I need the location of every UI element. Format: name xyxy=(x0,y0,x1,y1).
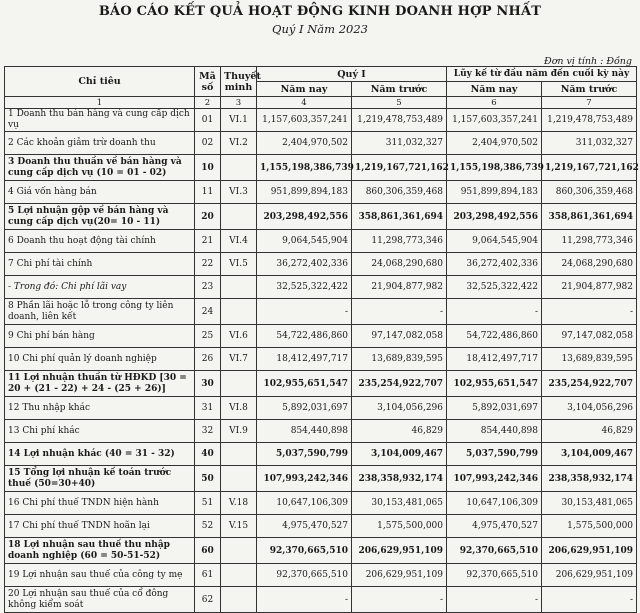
row-code: 20 xyxy=(195,204,221,230)
col-index-4: 4 xyxy=(257,97,352,109)
row-quarter-this-year: 18,412,497,717 xyxy=(257,348,352,371)
row-quarter-this-year: - xyxy=(257,587,352,613)
row-label: 9 Chi phí bán hàng xyxy=(5,325,195,348)
row-quarter-this-year: 10,647,106,309 xyxy=(257,492,352,515)
row-quarter-this-year: 5,892,031,697 xyxy=(257,397,352,420)
row-quarter-last-year: 1,219,167,721,162 xyxy=(352,155,447,181)
row-ytd-last-year: 860,306,359,468 xyxy=(542,181,637,204)
row-note: VI.8 xyxy=(221,397,257,420)
row-quarter-last-year: 11,298,773,346 xyxy=(352,230,447,253)
row-ytd-this-year: 10,647,106,309 xyxy=(447,492,542,515)
row-note: VI.4 xyxy=(221,230,257,253)
row-label: 4 Giá vốn hàng bán xyxy=(5,181,195,204)
row-quarter-last-year: 30,153,481,065 xyxy=(352,492,447,515)
row-label: 16 Chi phí thuế TNDN hiện hành xyxy=(5,492,195,515)
table-row xyxy=(5,397,637,420)
row-quarter-this-year: 1,155,198,386,739 xyxy=(257,155,352,181)
row-code: 40 xyxy=(195,443,221,466)
income-statement-table xyxy=(4,66,637,613)
row-ytd-this-year: 951,899,894,183 xyxy=(447,181,542,204)
row-ytd-this-year: 1,157,603,357,241 xyxy=(447,109,542,132)
report-period: Quý I Năm 2023 xyxy=(272,22,368,36)
row-code: 11 xyxy=(195,181,221,204)
table-row xyxy=(5,443,637,466)
row-ytd-last-year: 206,629,951,109 xyxy=(542,564,637,587)
row-quarter-last-year: 311,032,327 xyxy=(352,132,447,155)
row-code: 24 xyxy=(195,299,221,325)
row-label: 17 Chi phí thuế TNDN hoãn lại xyxy=(5,515,195,538)
row-ytd-last-year: 97,147,082,058 xyxy=(542,325,637,348)
row-note xyxy=(221,204,257,230)
row-code: 10 xyxy=(195,155,221,181)
row-note xyxy=(221,276,257,299)
table-row xyxy=(5,299,637,325)
row-ytd-last-year: 11,298,773,346 xyxy=(542,230,637,253)
row-code: 22 xyxy=(195,253,221,276)
row-quarter-last-year: 206,629,951,109 xyxy=(352,564,447,587)
row-quarter-this-year: 32,525,322,422 xyxy=(257,276,352,299)
row-quarter-last-year: 206,629,951,109 xyxy=(352,538,447,564)
row-ytd-last-year: 46,829 xyxy=(542,420,637,443)
row-code: 50 xyxy=(195,466,221,492)
row-quarter-this-year: 203,298,492,556 xyxy=(257,204,352,230)
row-quarter-last-year: 3,104,009,467 xyxy=(352,443,447,466)
row-note xyxy=(221,538,257,564)
row-ytd-this-year: 203,298,492,556 xyxy=(447,204,542,230)
row-quarter-last-year: 97,147,082,058 xyxy=(352,325,447,348)
row-note: VI.9 xyxy=(221,420,257,443)
table-row xyxy=(5,325,637,348)
row-quarter-this-year: 951,899,894,183 xyxy=(257,181,352,204)
row-ytd-last-year: 3,104,056,296 xyxy=(542,397,637,420)
table-row xyxy=(5,155,637,181)
row-code: 52 xyxy=(195,515,221,538)
row-note: VI.7 xyxy=(221,348,257,371)
row-code: 61 xyxy=(195,564,221,587)
row-ytd-this-year: - xyxy=(447,299,542,325)
header-indicator: Chỉ tiêu xyxy=(5,67,195,97)
row-ytd-last-year: 206,629,951,109 xyxy=(542,538,637,564)
row-label: 11 Lợi nhuận thuần từ HĐKD [30 = 20 + (21 - 22) + 24 - (25 + 26)] xyxy=(5,371,195,397)
table-row xyxy=(5,564,637,587)
row-ytd-this-year: - xyxy=(447,587,542,613)
row-note xyxy=(221,155,257,181)
table-row xyxy=(5,181,637,204)
col-index-6: 6 xyxy=(447,97,542,109)
row-quarter-last-year: 24,068,290,680 xyxy=(352,253,447,276)
row-label: 6 Doanh thu hoạt động tài chính xyxy=(5,230,195,253)
row-quarter-last-year: 21,904,877,982 xyxy=(352,276,447,299)
table-row xyxy=(5,253,637,276)
row-note xyxy=(221,371,257,397)
row-quarter-this-year: 107,993,242,346 xyxy=(257,466,352,492)
row-note xyxy=(221,564,257,587)
row-label: 15 Tổng lợi nhuận kế toán trước thuế (50=30+40) xyxy=(5,466,195,492)
row-ytd-last-year: 311,032,327 xyxy=(542,132,637,155)
header-q-last-year: Năm trước xyxy=(352,82,447,97)
row-ytd-this-year: 4,975,470,527 xyxy=(447,515,542,538)
row-ytd-last-year: 3,104,009,467 xyxy=(542,443,637,466)
row-ytd-last-year: 24,068,290,680 xyxy=(542,253,637,276)
table-row xyxy=(5,492,637,515)
row-quarter-last-year: - xyxy=(352,299,447,325)
row-code: 60 xyxy=(195,538,221,564)
row-ytd-this-year: 92,370,665,510 xyxy=(447,564,542,587)
row-note: VI.6 xyxy=(221,325,257,348)
row-ytd-last-year: 1,219,167,721,162 xyxy=(542,155,637,181)
header-quarter: Quý I xyxy=(257,67,447,82)
col-index-7: 7 xyxy=(542,97,637,109)
col-index-5: 5 xyxy=(352,97,447,109)
row-ytd-this-year: 5,037,590,799 xyxy=(447,443,542,466)
row-quarter-this-year: 1,157,603,357,241 xyxy=(257,109,352,132)
row-label: 10 Chi phí quản lý doanh nghiệp xyxy=(5,348,195,371)
col-index-1: 1 xyxy=(5,97,195,109)
table-row xyxy=(5,587,637,613)
row-ytd-last-year: 21,904,877,982 xyxy=(542,276,637,299)
row-note: V.18 xyxy=(221,492,257,515)
col-index-2: 2 xyxy=(195,97,221,109)
row-ytd-this-year: 18,412,497,717 xyxy=(447,348,542,371)
currency-unit: Đơn vị tính : Đồng xyxy=(544,56,632,67)
header-ytd-last-year: Năm trước xyxy=(542,82,637,97)
row-code: 62 xyxy=(195,587,221,613)
row-code: 32 xyxy=(195,420,221,443)
row-quarter-this-year: 54,722,486,860 xyxy=(257,325,352,348)
row-ytd-this-year: 107,993,242,346 xyxy=(447,466,542,492)
row-note xyxy=(221,443,257,466)
row-ytd-last-year: 358,861,361,694 xyxy=(542,204,637,230)
row-ytd-this-year: 54,722,486,860 xyxy=(447,325,542,348)
row-ytd-last-year: 235,254,922,707 xyxy=(542,371,637,397)
row-quarter-this-year: 2,404,970,502 xyxy=(257,132,352,155)
row-note: VI.1 xyxy=(221,109,257,132)
row-ytd-last-year: 30,153,481,065 xyxy=(542,492,637,515)
row-label: 5 Lợi nhuận gộp về bán hàng và cung cấp dịch vụ(20= 10 - 11) xyxy=(5,204,195,230)
row-ytd-this-year: 9,064,545,904 xyxy=(447,230,542,253)
row-ytd-this-year: 854,440,898 xyxy=(447,420,542,443)
header-ytd: Lũy kế từ đầu năm đến cuối kỳ này xyxy=(447,67,637,82)
row-note xyxy=(221,299,257,325)
header-q-this-year: Năm nay xyxy=(257,82,352,97)
header-note: Thuyết minh xyxy=(221,67,257,97)
row-ytd-last-year: - xyxy=(542,299,637,325)
row-code: 21 xyxy=(195,230,221,253)
row-quarter-this-year: 92,370,665,510 xyxy=(257,538,352,564)
report-title: BÁO CÁO KẾT QUẢ HOẠT ĐỘNG KINH DOANH HỢP NHẤT xyxy=(98,4,542,19)
row-label: 7 Chi phí tài chính xyxy=(5,253,195,276)
row-ytd-this-year: 36,272,402,336 xyxy=(447,253,542,276)
table-row xyxy=(5,276,637,299)
row-quarter-this-year: 5,037,590,799 xyxy=(257,443,352,466)
row-code: 30 xyxy=(195,371,221,397)
row-quarter-this-year: 854,440,898 xyxy=(257,420,352,443)
row-ytd-last-year: 238,358,932,174 xyxy=(542,466,637,492)
row-quarter-this-year: 102,955,651,547 xyxy=(257,371,352,397)
row-quarter-last-year: 238,358,932,174 xyxy=(352,466,447,492)
row-note: VI.2 xyxy=(221,132,257,155)
header-row-1 xyxy=(5,67,637,82)
row-ytd-last-year: - xyxy=(542,587,637,613)
table-row xyxy=(5,204,637,230)
row-label: 8 Phần lãi hoặc lỗ trong công ty liên doanh, liên kết xyxy=(5,299,195,325)
row-ytd-this-year: 2,404,970,502 xyxy=(447,132,542,155)
table-row xyxy=(5,109,637,132)
table-row xyxy=(5,515,637,538)
row-quarter-this-year: 9,064,545,904 xyxy=(257,230,352,253)
row-note: VI.3 xyxy=(221,181,257,204)
row-label: 12 Thu nhập khác xyxy=(5,397,195,420)
row-ytd-this-year: 92,370,665,510 xyxy=(447,538,542,564)
row-quarter-last-year: 46,829 xyxy=(352,420,447,443)
row-ytd-last-year: 1,575,500,000 xyxy=(542,515,637,538)
row-quarter-last-year: 3,104,056,296 xyxy=(352,397,447,420)
row-quarter-last-year: 235,254,922,707 xyxy=(352,371,447,397)
header-ytd-this-year: Năm nay xyxy=(447,82,542,97)
row-ytd-this-year: 32,525,322,422 xyxy=(447,276,542,299)
table-row xyxy=(5,132,637,155)
row-label: 14 Lợi nhuận khác (40 = 31 - 32) xyxy=(5,443,195,466)
row-label: 18 Lợi nhuận sau thuế thu nhập doanh nghiệp (60 = 50-51-52) xyxy=(5,538,195,564)
row-note: VI.5 xyxy=(221,253,257,276)
row-quarter-this-year: - xyxy=(257,299,352,325)
table-row xyxy=(5,466,637,492)
row-label: - Trong đó: Chi phí lãi vay xyxy=(5,276,195,299)
row-quarter-this-year: 92,370,665,510 xyxy=(257,564,352,587)
col-index-3: 3 xyxy=(221,97,257,109)
row-label: 19 Lợi nhuận sau thuế của công ty mẹ xyxy=(5,564,195,587)
row-quarter-last-year: 358,861,361,694 xyxy=(352,204,447,230)
table-row xyxy=(5,230,637,253)
row-note xyxy=(221,466,257,492)
row-note xyxy=(221,587,257,613)
column-index-row xyxy=(5,97,637,109)
table-body xyxy=(5,109,637,613)
row-code: 25 xyxy=(195,325,221,348)
row-label: 3 Doanh thu thuần về bán hàng và cung cấp dịch vụ (10 = 01 - 02) xyxy=(5,155,195,181)
row-label: 13 Chi phí khác xyxy=(5,420,195,443)
row-ytd-this-year: 1,155,198,386,739 xyxy=(447,155,542,181)
row-label: 20 Lợi nhuận sau thuế của cổ đông không kiểm soát xyxy=(5,587,195,613)
row-ytd-last-year: 13,689,839,595 xyxy=(542,348,637,371)
row-quarter-last-year: 1,575,500,000 xyxy=(352,515,447,538)
row-code: 51 xyxy=(195,492,221,515)
table-row xyxy=(5,538,637,564)
row-quarter-this-year: 4,975,470,527 xyxy=(257,515,352,538)
row-quarter-this-year: 36,272,402,336 xyxy=(257,253,352,276)
table-row xyxy=(5,420,637,443)
row-code: 01 xyxy=(195,109,221,132)
row-quarter-last-year: - xyxy=(352,587,447,613)
row-code: 31 xyxy=(195,397,221,420)
row-ytd-this-year: 102,955,651,547 xyxy=(447,371,542,397)
row-code: 26 xyxy=(195,348,221,371)
table-row xyxy=(5,348,637,371)
row-quarter-last-year: 13,689,839,595 xyxy=(352,348,447,371)
row-ytd-this-year: 5,892,031,697 xyxy=(447,397,542,420)
row-quarter-last-year: 860,306,359,468 xyxy=(352,181,447,204)
header-code: Mã số xyxy=(195,67,221,97)
row-ytd-last-year: 1,219,478,753,489 xyxy=(542,109,637,132)
row-quarter-last-year: 1,219,478,753,489 xyxy=(352,109,447,132)
row-label: 1 Doanh thu bán hàng và cung cấp dịch vụ xyxy=(5,109,195,132)
row-code: 02 xyxy=(195,132,221,155)
row-code: 23 xyxy=(195,276,221,299)
table-row xyxy=(5,371,637,397)
row-label: 2 Các khoản giảm trừ doanh thu xyxy=(5,132,195,155)
row-note: V.15 xyxy=(221,515,257,538)
